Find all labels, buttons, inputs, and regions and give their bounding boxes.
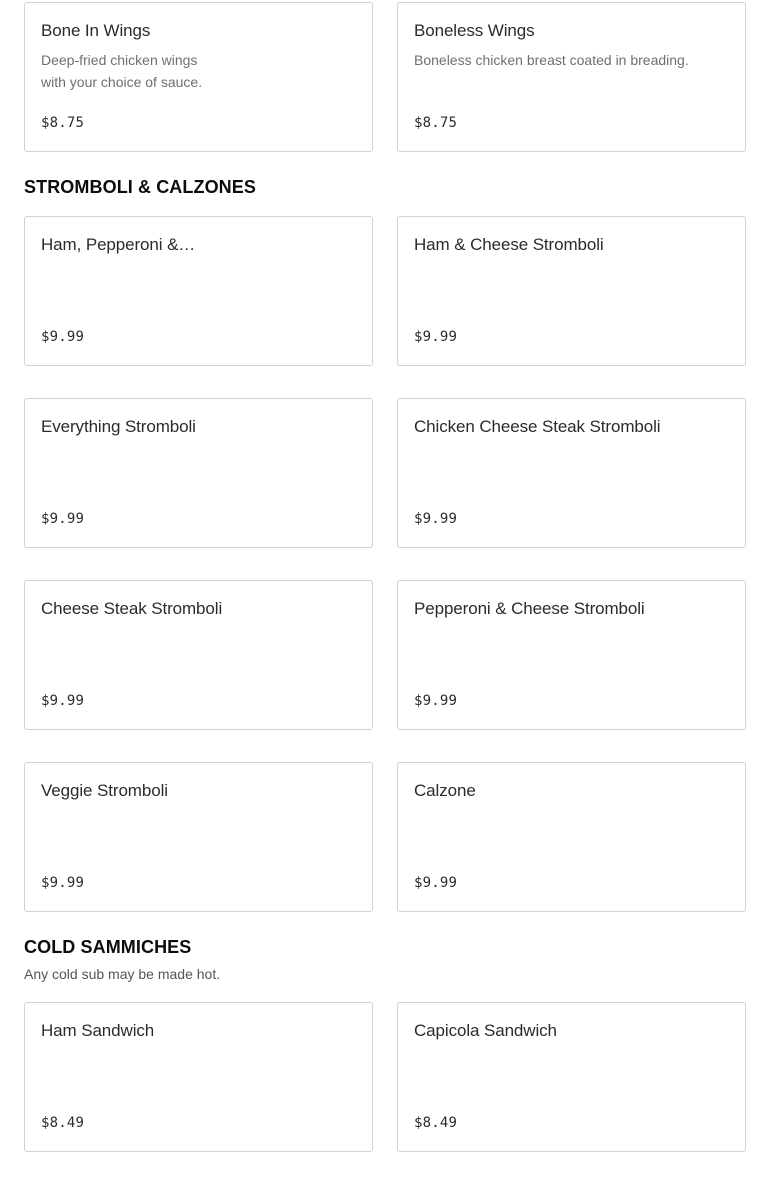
menu-item-card[interactable] xyxy=(24,580,373,730)
item-name: Everything Stromboli xyxy=(41,417,196,436)
item-price: $9.99 xyxy=(41,693,85,709)
item-price: $9.99 xyxy=(414,693,458,709)
section-note: Any cold sub may be made hot. xyxy=(24,966,221,982)
menu-item-card[interactable] xyxy=(24,762,373,912)
item-name: Capicola Sandwich xyxy=(414,1021,557,1040)
item-name: Calzone xyxy=(414,781,476,800)
menu-item-card[interactable] xyxy=(397,580,746,730)
item-price: $8.49 xyxy=(41,1115,85,1131)
item-price: $8.75 xyxy=(414,115,458,131)
menu-item-card[interactable] xyxy=(24,2,373,152)
item-price: $8.75 xyxy=(41,115,85,131)
menu-item-card[interactable] xyxy=(24,216,373,366)
menu-item-card[interactable] xyxy=(397,216,746,366)
item-price: $9.99 xyxy=(414,875,458,891)
item-price: $8.49 xyxy=(414,1115,458,1131)
item-name: Veggie Stromboli xyxy=(41,781,168,800)
item-name: Cheese Steak Stromboli xyxy=(41,599,223,618)
menu-item-card[interactable] xyxy=(397,1002,746,1152)
item-name: Pepperoni & Cheese Stromboli xyxy=(414,599,645,618)
item-name: Boneless Wings xyxy=(414,21,535,40)
menu-item-card[interactable] xyxy=(397,398,746,548)
item-name: Chicken Cheese Steak Stromboli xyxy=(414,417,661,436)
menu-item-card[interactable] xyxy=(24,1002,373,1152)
item-price: $9.99 xyxy=(414,329,458,345)
item-description: Boneless chicken breast coated in breading. xyxy=(414,52,689,68)
item-price: $9.99 xyxy=(41,511,85,527)
menu-item-card[interactable] xyxy=(24,398,373,548)
section-title-stromboli: STROMBOLI & CALZONES xyxy=(24,177,256,197)
item-name: Bone In Wings xyxy=(41,21,151,40)
item-name: Ham & Cheese Stromboli xyxy=(414,235,604,254)
item-name: Ham Sandwich xyxy=(41,1021,155,1040)
section-title-cold-sammiches: COLD SAMMICHES xyxy=(24,937,192,957)
menu-item-card[interactable] xyxy=(397,2,746,152)
item-price: $9.99 xyxy=(41,329,85,345)
menu-item-card[interactable] xyxy=(397,762,746,912)
item-description: Deep-fried chicken wings with your choice of sauce. xyxy=(41,52,203,90)
item-price: $9.99 xyxy=(414,511,458,527)
item-name: Ham, Pepperoni &… xyxy=(41,235,196,254)
item-price: $9.99 xyxy=(41,875,85,891)
